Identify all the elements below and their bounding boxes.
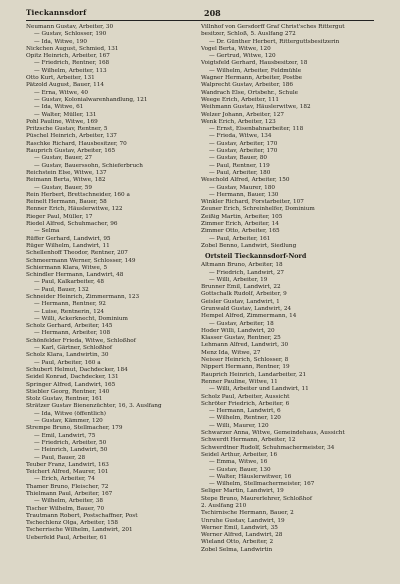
- directory-entry: — Gustav, Arbeiter, 170: [209, 148, 278, 155]
- directory-entry: — Willi, Arbeiter, 19: [209, 276, 268, 283]
- directory-entry: — Karl, Gärtner, Schloßhof: [34, 345, 112, 352]
- directory-entry: Voigtsfeld Gerhard, Hausbesitzer, 18: [201, 60, 308, 67]
- directory-entry: Klasser Gustav, Rentner, 25: [201, 335, 281, 342]
- directory-entry: Scholz Klara, Landwirtin, 30: [26, 352, 109, 359]
- directory-entry: — Gertrud, Witwe, 120: [209, 53, 276, 60]
- directory-entry: Rein Herbert, Brettschneider, 160 a: [26, 191, 130, 198]
- directory-entry: Scholz Gerhard, Arbeiter, 145: [26, 323, 113, 330]
- directory-entry: — Gustav, Bauerssohn, Schieferbruch: [34, 162, 143, 169]
- directory-entry: Altmann Bruno, Arbeiter, 18: [201, 262, 283, 269]
- directory-entry: Rauprich Gustav, Arbeiter, 165: [26, 148, 116, 155]
- directory-entry: Rieger Paul, Müller, 17: [26, 213, 93, 220]
- directory-entry: Tischer Wilhelm, Bauer, 70: [26, 505, 105, 512]
- directory-entry: Zimmer Otto, Arbeiter, 165: [201, 228, 280, 235]
- directory-entry: Tscherrische Wilhelm, Landwirt, 201: [26, 527, 133, 534]
- directory-entry: Lehmann Alfred, Landwirt, 30: [201, 342, 289, 349]
- directory-entry: Werner Emil, Landwirt, 35: [201, 524, 278, 531]
- directory-entry: Renner Pauline, Witwe, 11: [201, 378, 278, 385]
- directory-entry: — Frieda, Witwe, 134: [209, 133, 272, 140]
- directory-entry: Riedel Alfred, Schuhmacher, 96: [26, 221, 118, 228]
- directory-entry: 2. Auslfang 210: [201, 503, 247, 509]
- directory-entry: — Paul, Kalkarbeiter, 48: [34, 279, 104, 286]
- directory-entry: — Wilhelm, Rentner, 120: [209, 415, 281, 422]
- directory-entry: — Friedrich, Arbeiter, 50: [34, 439, 107, 446]
- directory-entry: Schellenhoff Theodor, Rentner, 207: [26, 250, 128, 257]
- directory-entry: — Gustav, Arbeiter, 170: [209, 140, 278, 147]
- directory-entry: Gottschalk Rudolf, Arbeiter, 9: [201, 291, 287, 298]
- directory-entry: — Hermann, Arbeiter, 108: [34, 330, 111, 337]
- directory-entry: Weschold Alfred, Arbeiter, 150: [201, 177, 290, 184]
- header-title: Tieckannsdorf: [26, 8, 87, 17]
- directory-entry: Reimann Berta, Witwe, 182: [26, 177, 106, 184]
- directory-entry: Schönfelder Frieda, Witwe, Schloßhof: [26, 337, 136, 344]
- directory-entry: Tschechlenz Olga, Arbeiter, 158: [26, 520, 119, 527]
- directory-entry: Stepe Bruno, Maurerlehrer, Schloßhof: [201, 495, 312, 502]
- directory-entry: Strempe Bruno, Stellmacher, 179: [26, 425, 123, 432]
- directory-entry: — Paul, Rentner, 119: [209, 162, 270, 169]
- page-header: [26, 8, 374, 21]
- directory-entry: — Gustav, Bauer, 27: [34, 155, 92, 162]
- directory-entry: — Walter, Müller, 131: [34, 111, 97, 118]
- directory-entry: Neisser Heinrich, Schlosser, 8: [201, 357, 289, 364]
- directory-entry: — Wilhelm, Arbeiter, Feldmühle: [209, 67, 302, 74]
- directory-entry: Wieland Otto, Arbeiter, 2: [201, 539, 274, 546]
- directory-entry: Teuber Franz, Landwirt, 163: [26, 461, 109, 468]
- directory-entry: — Wilhelm, Arbeiter, 113: [34, 67, 107, 74]
- directory-entry: — Paul, Arbeiter, 160 a: [34, 359, 101, 366]
- directory-entry: Seidel Konrad, Dachdecker, 131: [26, 374, 119, 381]
- directory-entry: Nippert Hermann, Rentner, 19: [201, 364, 290, 371]
- directory-entry: Rüffer Gerhard, Landwirt, 95: [26, 235, 111, 242]
- directory-entry: Welzer Johann, Arbeiter, 127: [201, 111, 285, 118]
- directory-entry: Stolz Gustav, Rentner, 161: [26, 396, 103, 403]
- directory-entry: — Ida, Witwe (öffentlich): [34, 410, 106, 417]
- directory-entry: — Willi, Maurer, 120: [209, 422, 269, 429]
- directory-entry: — Hermann, Landwirt, 6: [209, 408, 281, 415]
- directory-entry: Zobel Benno, Landwirt, Siedlung: [201, 242, 297, 249]
- directory-entry: Schwarzer Anna, Witwe, Gemeindehaus, Aussicht: [201, 430, 345, 437]
- directory-entry: Brunner Emil, Landwirt, 22: [201, 284, 281, 291]
- directory-entry: — Willi, Ackerknecht, Dominium: [34, 315, 128, 322]
- directory-entry: Stiebler Georg, Rentner, 140: [26, 388, 110, 395]
- directory-entry: — Ida, Witwe, 190: [34, 38, 87, 45]
- directory-entry: — Dr. Günther Herbert, Ritterguttsbesitzerin: [209, 38, 340, 45]
- directory-entry: Schwerdt Hermann, Arbeiter, 12: [201, 437, 296, 444]
- directory-entry: — Wilhelm, Stellmachermeister, 167: [209, 481, 315, 488]
- directory-entry: — Ernst, Eisenbahnarbeiter, 118: [209, 126, 304, 133]
- directory-entry: Unruhe Gustav, Landwirt, 19: [201, 517, 285, 524]
- directory-entry: — Emma, Witwe, 16: [209, 459, 268, 466]
- directory-entry: Wenk Erich, Arbeiter, 123: [201, 118, 276, 125]
- directory-entry: Schneider Heinrich, Zimmermann, 123: [26, 293, 140, 300]
- directory-entry: Zobel Selma, Landwirtin: [201, 546, 273, 553]
- directory-entry: Springer Alfred, Landwirt, 165: [26, 381, 116, 388]
- directory-entry: Weege Erich, Arbeiter, 111: [201, 96, 279, 103]
- directory-entry: Pritzsche Gustav, Rentner, 5: [26, 126, 108, 133]
- directory-entry: — Friedrich, Landwirt, 27: [209, 269, 285, 276]
- directory-entry: Schröter Friedrich, Arbeiter, 6: [201, 400, 290, 407]
- directory-entry: Ueberfeld Paul, Arbeiter, 61: [26, 534, 107, 541]
- directory-entry: Schiermann Klara, Witwe, 5: [26, 264, 108, 271]
- directory-entry: — Hermann, Bauer, 130: [209, 191, 279, 198]
- directory-entry: — Paul, Arbeiter, 180: [209, 169, 271, 176]
- directory-entry: besitzer, Schloß, 5. Auslfang 272: [201, 31, 296, 38]
- directory-entry: Renner Erich, Häuslerwitwe, 122: [26, 206, 123, 213]
- directory-entry: — Gustav, Arbeiter, 18: [209, 320, 274, 327]
- directory-entry: — Walter, Häuslerwitwer, 16: [209, 473, 292, 480]
- directory-entry: Scholz Paul, Arbeiter, Aussicht: [201, 393, 290, 400]
- directory-entry: Schwerdtner Rudolf, Schuhmachermeister, 34: [201, 444, 335, 451]
- directory-entry: Rüger Wilhelm, Landwirt, 11: [26, 242, 110, 249]
- directory-entry: — Ida, Witwe, 61: [34, 104, 84, 111]
- directory-entry: Rauprich Heinrich, Landarbeiter, 21: [201, 371, 307, 378]
- directory-entry: Zimmer Erich, Arbeiter, 14: [201, 221, 279, 228]
- directory-entry: — Emil, Landwirt, 75: [34, 432, 96, 439]
- directory-entry: — Paul, Bauer, 28: [34, 454, 86, 461]
- directory-entry: Teichert Alfred, Maurer, 101: [26, 469, 109, 476]
- directory-entry: — Gustav, Bauer, 130: [209, 466, 271, 473]
- directory-entry: Raschke Richard, Hausbesitzer, 70: [26, 140, 127, 147]
- directory-entry: — Erna, Witwe, 40: [34, 89, 88, 96]
- directory-entry: Zeißig Martin, Arbeiter, 105: [201, 213, 283, 220]
- directory-entry: Menz Ida, Witwe, 27: [201, 349, 261, 356]
- directory-entry: Pohl Pauline, Witwe, 169: [26, 118, 98, 125]
- left-column: [26, 24, 196, 579]
- directory-entry: — Heinrich, Landwirt, 50: [34, 447, 108, 454]
- directory-entry: Winkler Richard, Forstarbeiter, 107: [201, 199, 304, 206]
- directory-entry: Thielmann Paul, Arbeiter, 167: [26, 491, 113, 497]
- directory-entry: Neumann Gustav, Arbeiter, 30: [26, 24, 114, 30]
- directory-entry: — Erich, Arbeiter, 74: [34, 476, 95, 483]
- directory-entry: Villnhof von Gersdorff Graf Christ'sches Rittergut: [201, 24, 345, 30]
- directory-entry: — Gustav, Schlosser, 190: [34, 31, 107, 38]
- directory-entry: — Gustav, Maurer, 180: [209, 184, 275, 191]
- directory-entry: Schubert Helmut, Dachdecker, 184: [26, 366, 128, 373]
- right-column: [201, 24, 371, 579]
- section-heading: Ortsteil Tieckannsdorf-Nord: [205, 252, 307, 261]
- directory-entry: Zeuner Erich, Schreinhelfer, Dominium: [201, 206, 315, 213]
- directory-entry: Hempel Alfred, Zimmermann, 14: [201, 313, 297, 320]
- directory-entry: Seliger Martin, Landwirt, 19: [201, 488, 284, 495]
- page-number: 208: [204, 8, 221, 18]
- directory-entry: Schindler Hermann, Landwirt, 48: [26, 272, 124, 279]
- directory-entry: Trautmann Robert, Postschaffner, Post: [26, 512, 138, 519]
- directory-entry: Thamer Bruno, Fleischer, 72: [26, 483, 109, 490]
- directory-entry: Weihmann Gustav, Häuslerwitwe, 182: [201, 104, 311, 111]
- directory-entry: Grunwald Gustav, Landwirt, 24: [201, 305, 292, 312]
- directory-entry: Opitz Heinrich, Arbeiter, 167: [26, 53, 110, 60]
- directory-entry: Wandrach Else, Ortsbehr., Schule: [201, 89, 299, 96]
- directory-entry: Geisler Gustav, Landwirt, 1: [201, 298, 280, 305]
- directory-entry: Vogel Berta, Witwe, 120: [201, 45, 271, 52]
- directory-entry: — Gustav, Kolonialwarenhandlung, 121: [34, 96, 148, 103]
- directory-entry: Nickchen August, Schmied, 131: [26, 45, 119, 52]
- directory-entry: — Hermann, Rentner, 92: [34, 301, 106, 308]
- directory-entry: Reichstein Else, Witwe, 137: [26, 169, 107, 176]
- directory-entry: — Paul, Bauer, 132: [34, 286, 89, 293]
- directory-entry: — Paul, Arbeiter, 161: [209, 235, 271, 242]
- directory-entry: — Luise, Rentnerin, 124: [34, 308, 104, 315]
- directory-entry: — Gustav, Kämmer, 120: [34, 418, 103, 425]
- directory-entry: Schmeermann Werner, Schlosser, 149: [26, 257, 136, 264]
- directory-entry: Püschel Heinrich, Arbeiter, 137: [26, 133, 117, 140]
- directory-entry: Tschirnische Hermann, Bauer, 2: [201, 510, 294, 517]
- directory-entry: Hoder Willi, Landwirt, 20: [201, 327, 275, 334]
- directory-entry: Walprecht Gustav, Arbeiter, 186: [201, 82, 294, 89]
- directory-entry: — Selma: [34, 228, 60, 235]
- directory-entry: Wagner Hermann, Arbeiter, Postbe: [201, 75, 302, 82]
- directory-entry: Pätzold August, Bauer, 114: [26, 82, 104, 89]
- directory-entry: Seidel Arthur, Arbeiter, 16: [201, 451, 278, 458]
- directory-entry: — Gustav, Bauer, 80: [209, 155, 267, 162]
- directory-entry: — Willi, Arbeiter und Landwirt, 11: [209, 386, 309, 393]
- directory-entry: Reinelt Hermann, Bauer, 58: [26, 199, 107, 206]
- directory-entry: — Friedrich, Rentner, 168: [34, 60, 110, 67]
- directory-entry: Werner Alfred, Landwirt, 28: [201, 532, 283, 539]
- directory-entry: Strätzer Gustav Bienenzüchter, 16, 3. Auslfang: [26, 403, 162, 410]
- directory-entry: Otto Kurt, Arbeiter, 131: [26, 75, 95, 82]
- directory-entry: — Gustav, Bauer, 59: [34, 184, 92, 191]
- directory-entry: — Wilhelm, Arbeiter, 38: [34, 498, 103, 505]
